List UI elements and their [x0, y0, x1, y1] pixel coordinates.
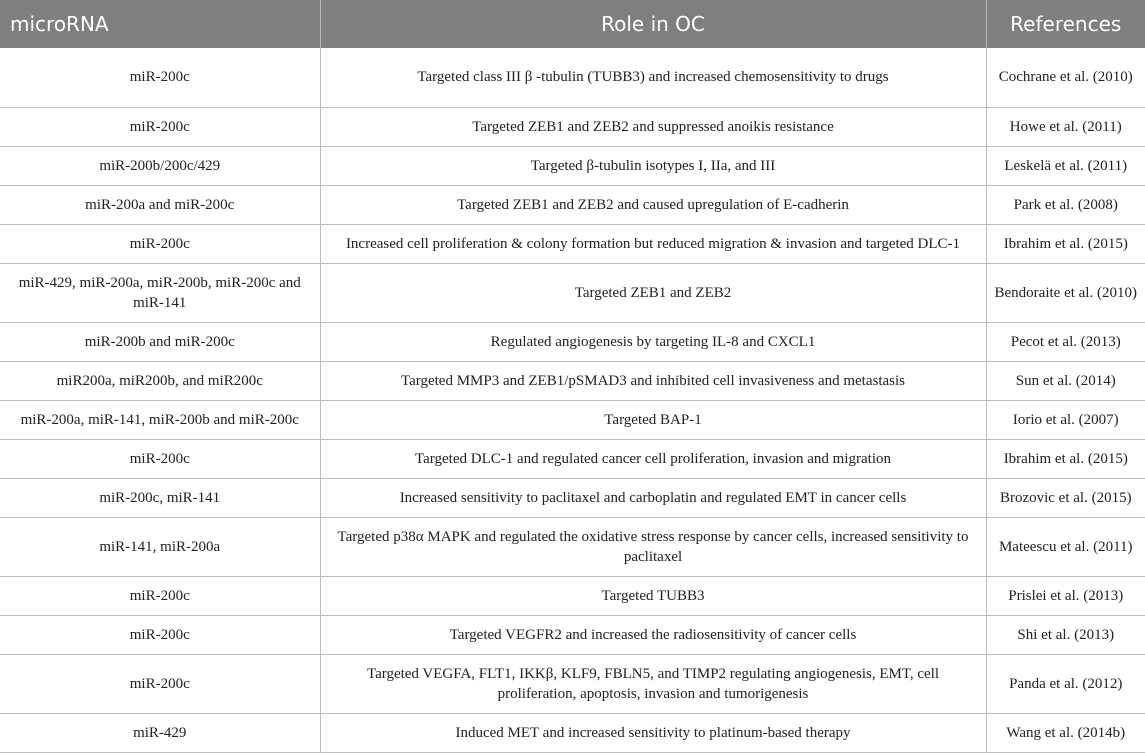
cell-microrna: miR-200b and miR-200c	[0, 322, 320, 361]
table-row	[0, 224, 1145, 263]
table-row	[0, 713, 1145, 752]
table-row	[0, 439, 1145, 478]
cell-role: Targeted TUBB3	[320, 576, 986, 615]
cell-microrna: miR-200c	[0, 576, 320, 615]
table-row	[0, 185, 1145, 224]
table-row	[0, 48, 1145, 107]
cell-role: Increased cell proliferation & colony formation but reduced migration & invasion and targeted DLC-1	[320, 224, 986, 263]
table-row	[0, 322, 1145, 361]
cell-microrna: miR-200a, miR-141, miR-200b and miR-200c	[0, 400, 320, 439]
cell-reference: Ibrahim et al. (2015)	[986, 439, 1145, 478]
cell-microrna: miR-200c	[0, 654, 320, 713]
cell-role: Targeted ZEB1 and ZEB2 and suppressed anoikis resistance	[320, 107, 986, 146]
cell-role: Increased sensitivity to paclitaxel and carboplatin and regulated EMT in cancer cells	[320, 478, 986, 517]
cell-role: Targeted ZEB1 and ZEB2 and caused upregulation of E-cadherin	[320, 185, 986, 224]
cell-role: Targeted ZEB1 and ZEB2	[320, 263, 986, 322]
table-row	[0, 263, 1145, 322]
table-row	[0, 478, 1145, 517]
header-role-in-oc: Role in OC	[320, 0, 986, 48]
cell-reference: Panda et al. (2012)	[986, 654, 1145, 713]
cell-reference: Park et al. (2008)	[986, 185, 1145, 224]
table-row	[0, 517, 1145, 576]
header-microrna: microRNA	[0, 0, 320, 48]
table-row	[0, 576, 1145, 615]
cell-reference: Prislei et al. (2013)	[986, 576, 1145, 615]
cell-microrna: miR-200c, miR-141	[0, 478, 320, 517]
cell-role: Regulated angiogenesis by targeting IL-8 and CXCL1	[320, 322, 986, 361]
cell-microrna: miR-200c	[0, 615, 320, 654]
table-row	[0, 400, 1145, 439]
cell-microrna: miR-200c	[0, 439, 320, 478]
table-body	[0, 48, 1145, 752]
cell-microrna: miR-200a and miR-200c	[0, 185, 320, 224]
table-row	[0, 654, 1145, 713]
header-row	[0, 0, 1145, 48]
cell-reference: Shi et al. (2013)	[986, 615, 1145, 654]
cell-microrna: miR-200c	[0, 107, 320, 146]
cell-role: Targeted p38α MAPK and regulated the oxidative stress response by cancer cells, increased sensitivity to paclitaxel	[320, 517, 986, 576]
table-row	[0, 146, 1145, 185]
cell-microrna: miR200a, miR200b, and miR200c	[0, 361, 320, 400]
table-row	[0, 615, 1145, 654]
cell-reference: Howe et al. (2011)	[986, 107, 1145, 146]
cell-role: Targeted BAP-1	[320, 400, 986, 439]
cell-reference: Leskelä et al. (2011)	[986, 146, 1145, 185]
cell-microrna: miR-200b/200c/429	[0, 146, 320, 185]
cell-role: Targeted MMP3 and ZEB1/pSMAD3 and inhibited cell invasiveness and metastasis	[320, 361, 986, 400]
cell-reference: Mateescu et al. (2011)	[986, 517, 1145, 576]
cell-reference: Cochrane et al. (2010)	[986, 48, 1145, 107]
cell-microrna: miR-429, miR-200a, miR-200b, miR-200c and miR-141	[0, 263, 320, 322]
cell-microrna: miR-200c	[0, 48, 320, 107]
cell-role: Targeted β-tubulin isotypes I, IIa, and III	[320, 146, 986, 185]
cell-reference: Pecot et al. (2013)	[986, 322, 1145, 361]
cell-role: Targeted VEGFR2 and increased the radiosensitivity of cancer cells	[320, 615, 986, 654]
cell-reference: Ibrahim et al. (2015)	[986, 224, 1145, 263]
cell-reference: Brozovic et al. (2015)	[986, 478, 1145, 517]
cell-reference: Sun et al. (2014)	[986, 361, 1145, 400]
cell-reference: Bendoraite et al. (2010)	[986, 263, 1145, 322]
cell-role: Induced MET and increased sensitivity to platinum-based therapy	[320, 713, 986, 752]
table-header	[0, 0, 1145, 48]
cell-reference: Wang et al. (2014b)	[986, 713, 1145, 752]
cell-role: Targeted class III β -tubulin (TUBB3) and increased chemosensitivity to drugs	[320, 48, 986, 107]
cell-role: Targeted VEGFA, FLT1, IKKβ, KLF9, FBLN5, and TIMP2 regulating angiogenesis, EMT, cell proliferation, apoptosis, invasion and tumorigenesis	[320, 654, 986, 713]
cell-role: Targeted DLC-1 and regulated cancer cell proliferation, invasion and migration	[320, 439, 986, 478]
table-row	[0, 107, 1145, 146]
header-references: References	[986, 0, 1145, 48]
cell-reference: Iorio et al. (2007)	[986, 400, 1145, 439]
cell-microrna: miR-200c	[0, 224, 320, 263]
table-row	[0, 361, 1145, 400]
cell-microrna: miR-141, miR-200a	[0, 517, 320, 576]
cell-microrna: miR-429	[0, 713, 320, 752]
